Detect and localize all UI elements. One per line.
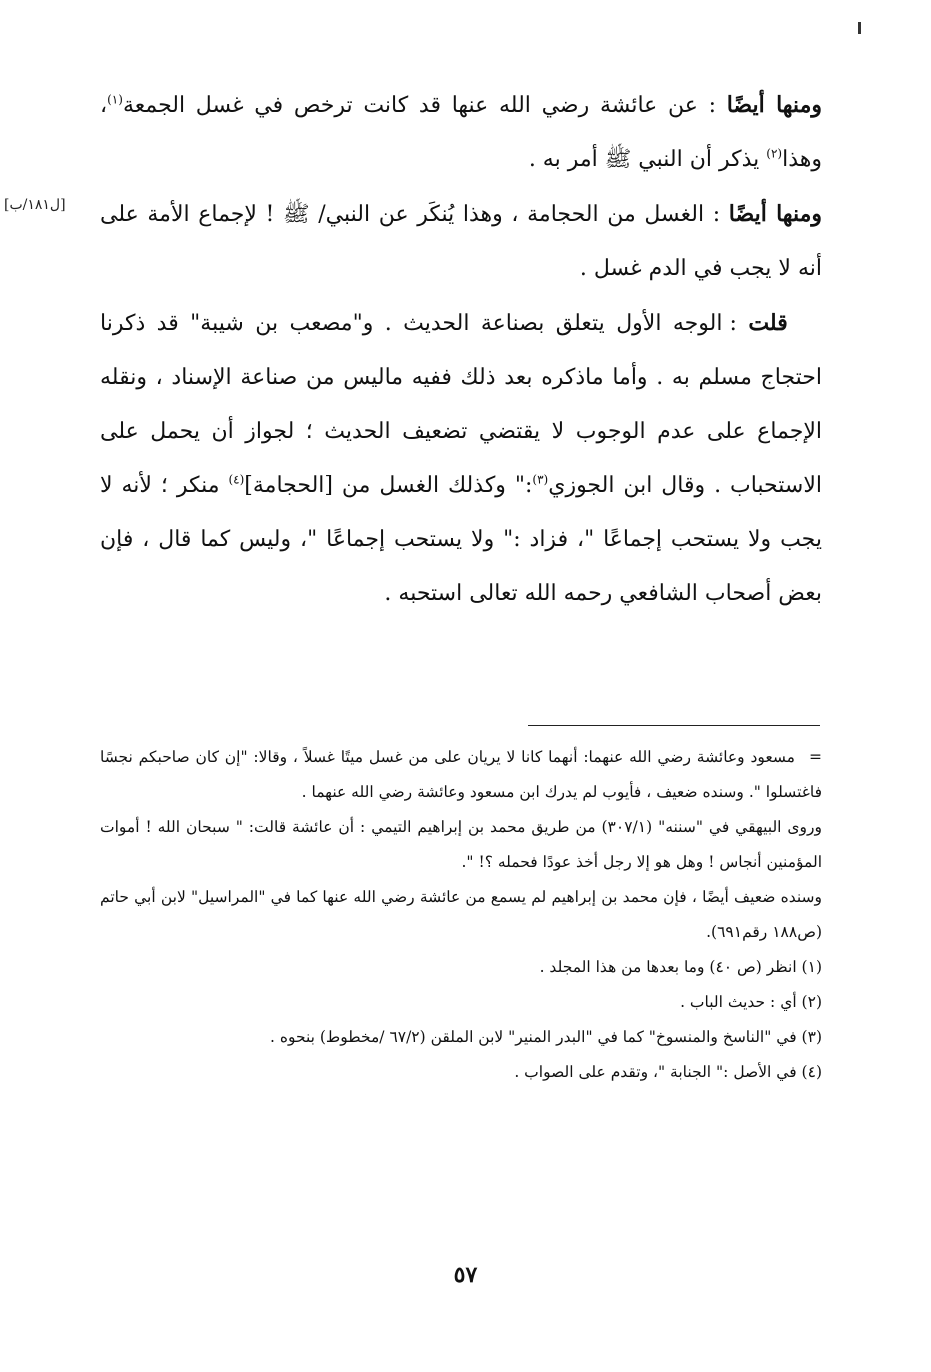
paragraph-1-text-b: ، وهذا — [100, 93, 822, 172]
footnote-3: (٣) في "الناسخ والمنسوخ" كما في "البدر المنير" لابن الملقن (٦٧/٢ /مخطوط) بنحوه . — [269, 1028, 822, 1046]
footnote-continuation-2: وروى البيهقي في "سننه" (٣٠٧/١) من طريق محمد بن إبراهيم التيمي : أن عائشة قالت: " سبحان الله ! أموات المؤمنين أنجاس ! وهل هو إلا رجل أخذ عودًا فحمله ؟! ". — [100, 818, 822, 871]
paragraph-3-text-c: منكر ؛ لأنه لا يجب ولا يستحب إجماعًا "، فزاد :" ولا يستحب إجماعًا "، وليس كما قال ، فإن بعض أصحاب الشافعي رحمه الله تعالى استحبه . — [100, 473, 822, 606]
footnote-divider — [528, 725, 820, 726]
paragraph-3-text-a: : الوجه الأول يتعلق بصناعة الحديث . و"مصعب بن شيبة" قد ذكرنا احتجاج مسلم به . وأما ماذكره بعد ذلك ففيه ماليس من صناعة الإسناد ، ونقله الإجماع على عدم الوجوب لا يقتضي تضعيف الحديث ؛ لجواز أن يحمل على الاستحباب . وقال ابن الجوزي — [100, 311, 822, 498]
paragraph-3-lead: قلت — [748, 310, 788, 336]
paragraph-1-lead: ومنها أيضًا — [726, 92, 822, 118]
paragraph-1-text-c: يذكر أن النبي ﷺ أمر به . — [528, 147, 760, 172]
footnote-ref-3[interactable]: (٣) — [532, 472, 549, 487]
footnote-ref-1[interactable]: (١) — [107, 92, 123, 107]
footnote-2: (٢) أي : حديث الباب . — [680, 993, 822, 1011]
paragraph-3-text-b: :" وكذلك الغسل من [الحجامة] — [244, 473, 533, 498]
paragraph-3 — [100, 296, 822, 621]
manuscript-folio-note: [ل١٨١/ب] — [4, 197, 66, 213]
continuation-mark: = — [809, 748, 822, 766]
footnote-continuation-1 — [100, 740, 822, 810]
footnote-1: (١) انظر (ص ٤٠) وما بعدها من هذا المجلد . — [539, 958, 822, 976]
paragraph-1-text-a: : عن عائشة رضي الله عنها قد كانت ترخص في غسل الجمعة — [122, 93, 716, 118]
footnotes-section — [100, 740, 822, 1090]
footnote-ref-2[interactable]: (٢) — [766, 146, 783, 161]
paragraph-2 — [100, 187, 822, 296]
paragraph-2-text: : الغسل من الحجامة ، وهذا يُنكَر عن النبي/ ﷺ ! لإجماع الأمة على أنه لا يجب في الدم غسل . — [100, 202, 822, 281]
footnote-ref-4[interactable]: (٤) — [228, 472, 245, 487]
page-number: ٥٧ — [453, 1262, 478, 1288]
paragraph-1 — [100, 78, 822, 187]
main-text — [100, 78, 822, 621]
footnote-continuation-text-1: مسعود وعائشة رضي الله عنهما: أنهما كانا لا يريان على من غسل ميتًا غسلاً ، وقالا: "إن كان صاحبكم نجسًا فاغتسلوا ". وسنده ضعيف ، فأيوب لم يدرك ابن مسعود وعائشة رضي الله عنهما . — [100, 748, 822, 801]
footnote-continuation-3: وسنده ضعيف أيضًا ، فإن محمد بن إبراهيم لم يسمع من عائشة رضي الله عنها كما في "المراسيل" لابن أبي حاتم (ص١٨٨ رقم٦٩١). — [100, 888, 822, 941]
footnote-4: (٤) في الأصل :" الجنابة "، وتقدم على الصواب . — [514, 1063, 822, 1081]
scan-mark — [858, 22, 861, 34]
paragraph-2-lead: ومنها أيضًا — [728, 201, 822, 227]
